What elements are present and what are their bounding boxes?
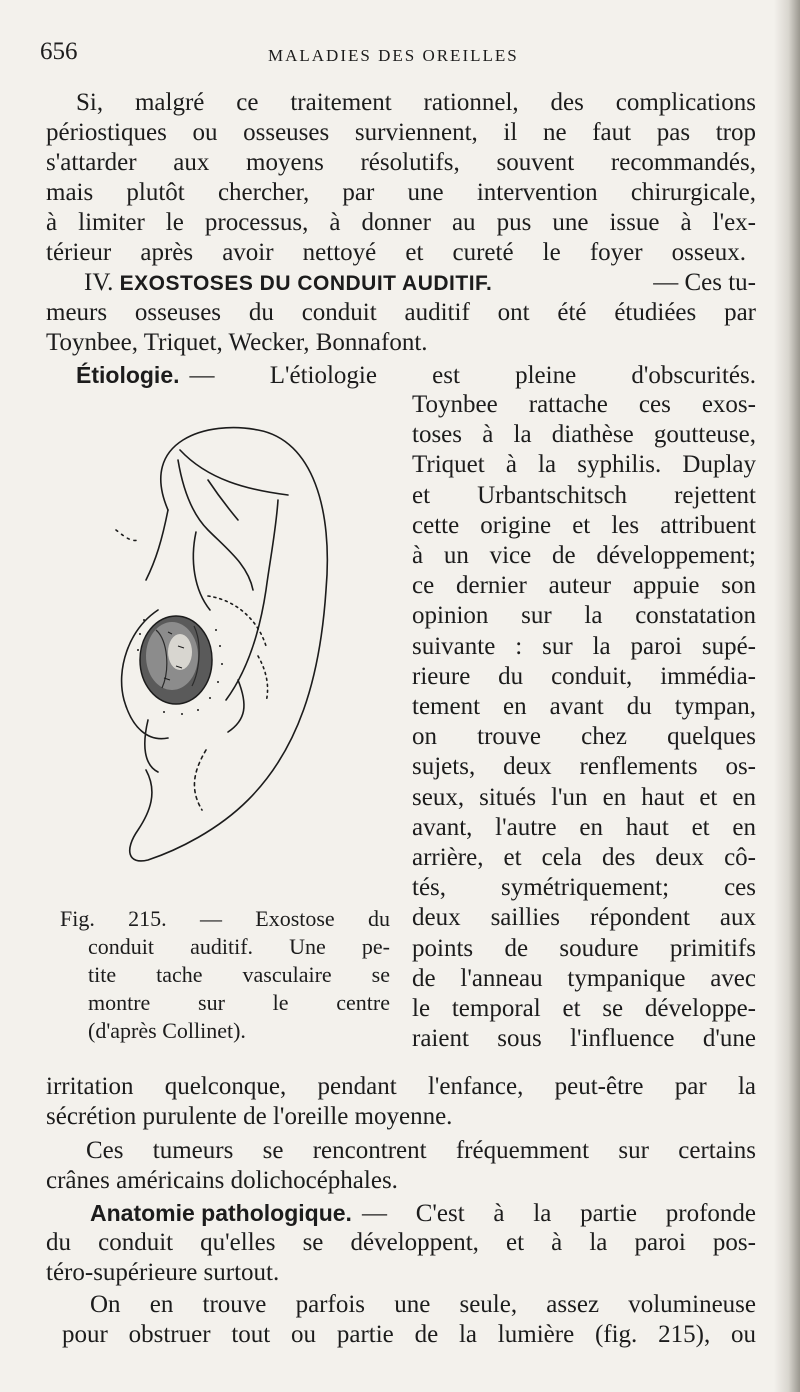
text-line: et Urbantschitsch rejettent: [412, 481, 756, 509]
text-line: arrière, et cela des deux cô-: [412, 844, 756, 871]
section-title: EXOSTOSES DU CONDUIT AUDITIF.: [119, 272, 493, 295]
text-line: crânes américains dolichocéphales.: [46, 1167, 398, 1194]
section-number: IV.: [84, 269, 114, 296]
text-line-rest: — Ces tu-: [653, 269, 756, 296]
caption-line: tite tache vasculaire se: [88, 962, 390, 987]
text-line: pour obstruer tout ou partie de la lumière (fig. 215), ou: [62, 1321, 756, 1348]
ear-illustration: [98, 420, 398, 880]
text-line: opinion sur la constatation: [412, 602, 756, 630]
text-line: Si, malgré ce traitement rationnel, des complications: [76, 89, 756, 116]
ear-exostosis-figure: [98, 420, 398, 880]
text-line: On en trouve parfois une seule, assez volumineuse: [90, 1291, 756, 1318]
caption-line: conduit auditif. Une pe-: [88, 934, 390, 959]
text-line: sécrétion purulente de l'oreille moyenne.: [46, 1103, 453, 1130]
anatomie-first-line: [90, 1198, 756, 1229]
text-line: raient sous l'influence d'une: [412, 1025, 756, 1053]
section-heading-line: [84, 268, 756, 299]
caption-line: (d'après Collinet).: [88, 1018, 246, 1043]
text-line: Ces tumeurs se rencontrent fréquemment sur certains: [86, 1137, 756, 1164]
text-line: téro-supérieure surtout.: [46, 1259, 280, 1286]
text-line: le temporal et se développe-: [412, 995, 756, 1022]
caption-line: montre sur le centre: [88, 990, 390, 1015]
text-line: on trouve chez quelques: [412, 723, 756, 751]
text-line: Toynbee rattache ces exos-: [412, 391, 756, 418]
text-line: à un vice de développement;: [412, 542, 756, 569]
text-line: avant, l'autre en haut et en: [412, 813, 756, 841]
text-line: tement en avant du tympan,: [412, 693, 756, 720]
text-line: irritation quelconque, pendant l'enfance, peut-être par la: [46, 1073, 756, 1100]
text-line: tés, symétriquement; ces: [412, 874, 756, 902]
etiologie-heading: Étiologie.: [76, 362, 180, 388]
text-line: seux, situés l'un en haut et en: [412, 783, 756, 811]
text-line-rest: — L'étiologie est pleine d'obscurités.: [189, 362, 756, 389]
text-line: cette origine et les attribuent: [412, 511, 756, 539]
page-binding-shadow: [774, 0, 800, 1392]
text-line: ce dernier auteur appuie son: [412, 572, 756, 600]
text-line: toses à la diathèse goutteuse,: [412, 421, 756, 449]
text-line: de l'anneau tympanique avec: [412, 964, 756, 992]
text-line: rieure du conduit, immédia-: [412, 662, 756, 690]
text-line: mais plutôt chercher, par une intervention chirurgicale,: [46, 179, 756, 206]
text-line: s'attarder aux moyens résolutifs, souvent recommandés,: [46, 149, 756, 176]
text-line: périostiques ou osseuses surviennent, il ne faut pas trop: [46, 119, 756, 146]
text-line: points de soudure primitifs: [412, 934, 756, 962]
text-line: Triquet à la syphilis. Duplay: [412, 451, 756, 479]
text-line: suivante : sur la paroi supé-: [412, 632, 756, 660]
anatomie-heading: Anatomie pathologique.: [90, 1200, 352, 1226]
text-line: à limiter le processus, à donner au pus une issue à l'ex-: [46, 209, 756, 236]
text-line: meurs osseuses du conduit auditif ont été étudiées par: [46, 299, 756, 326]
text-line: Toynbee, Triquet, Wecker, Bonnafont.: [46, 329, 428, 356]
text-line: térieur après avoir nettoyé et cureté le foyer osseux.: [46, 239, 746, 266]
text-line: sujets, deux renflements os-: [412, 753, 756, 781]
exostosis-mass: [140, 616, 212, 704]
text-line-rest: — C'est à la partie profonde: [361, 1200, 756, 1227]
running-title: MALADIES DES OREILLES: [268, 46, 519, 65]
caption-line: Fig. 215. — Exostose du: [60, 906, 390, 931]
page-number: 656: [40, 38, 78, 65]
etiologie-first-line: [76, 360, 756, 391]
text-line: deux saillies répondent aux: [412, 904, 756, 932]
text-line: du conduit qu'elles se développent, et à la paroi pos-: [46, 1229, 756, 1256]
